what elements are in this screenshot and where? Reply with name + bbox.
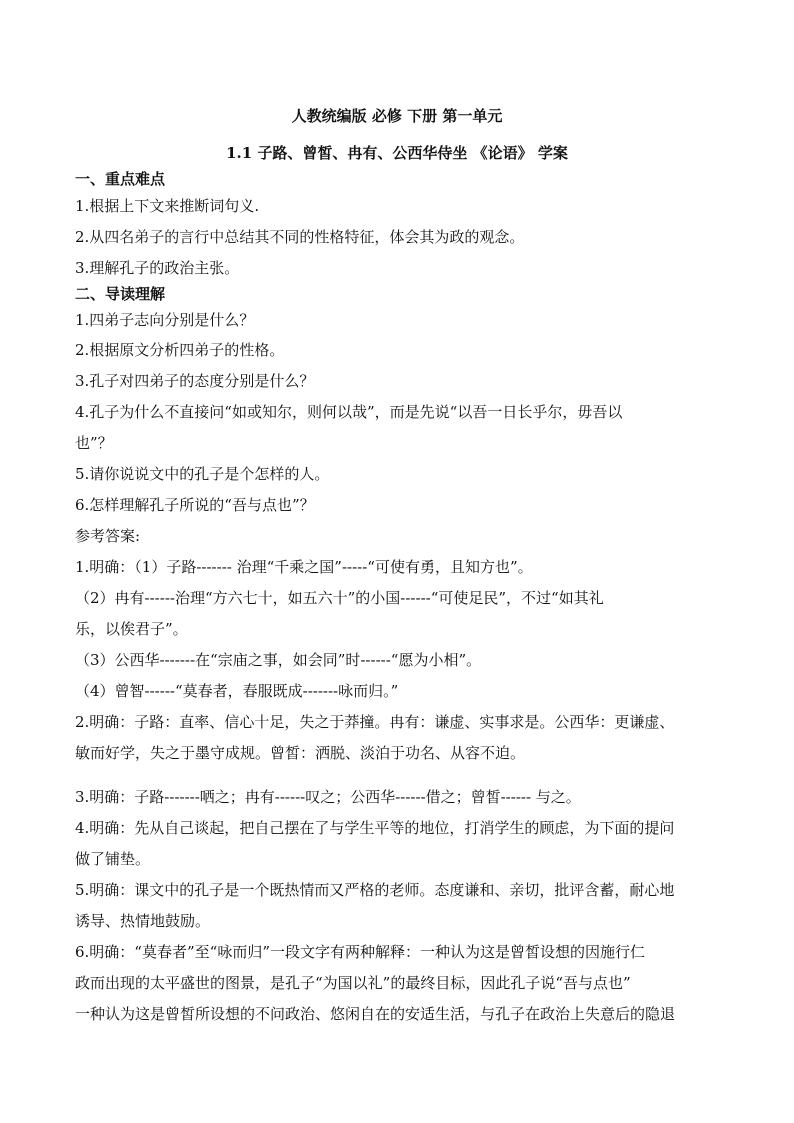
key-point-item: 1.根据上下文来推断词句义. — [75, 197, 260, 215]
answer-line: 1.明确：（1）子路------- 治理“千乘之国”-----“可使有勇，且知方也”。 — [75, 558, 533, 576]
answer-line: （4）曾智------“莫春者，春服既成-------咏而归。” — [75, 682, 399, 700]
document-title: 人教统编版 必修 下册 第一单元 — [291, 107, 503, 125]
question-item: 2.根据原文分析四弟子的性格。 — [75, 341, 285, 359]
key-point-item: 2.从四名弟子的言行中总结其不同的性格特征，体会其为政的观念。 — [75, 228, 525, 246]
answer-line: 3.明确：子路-------哂之；冉有------叹之；公西华------借之；曾皙------ 与之。 — [75, 788, 581, 806]
section-heading-reading-guide: 二、导读理解 — [75, 285, 166, 303]
answer-line: （2）冉有------治理“方六七十，如五六十”的小国------“可使足民”，不过“如其礼 — [75, 589, 604, 607]
document-subtitle: 1.1 子路、曾皙、冉有、公西华侍坐 《论语》 学案 — [226, 144, 568, 162]
answer-line: 诱导、热情地鼓励。 — [75, 912, 211, 930]
answer-line: 乐，以俟君子”。 — [75, 620, 188, 638]
section-heading-key-points: 一、重点难点 — [75, 170, 166, 188]
answer-line: 政而出现的太平盛世的图景，是孔子“为国以礼”的最终目标，因此孔子说“吾与点也” — [75, 974, 631, 992]
answers-heading: 参考答案: — [75, 527, 141, 545]
question-item: 6.怎样理解孔子所说的“吾与点也”？ — [75, 496, 315, 514]
answer-line: 4.明确：先从自己谈起，把自己摆在了与学生平等的地位，打消学生的顾虑，为下面的提问 — [75, 819, 675, 837]
key-point-item: 3.理解孔子的政治主张。 — [75, 259, 240, 277]
answer-line: （3）公西华-------在“宗庙之事，如会同”时------“愿为小相”。 — [75, 651, 482, 669]
answer-line: 一种认为这是曾皙所设想的不问政治、悠闲自在的安适生活，与孔子在政治上失意后的隐退 — [75, 1005, 676, 1023]
question-item: 1.四弟子志向分别是什么？ — [75, 311, 255, 329]
answer-line: 做了铺垫。 — [75, 850, 151, 868]
question-item-continued: 也”？ — [75, 434, 113, 452]
answer-line: 敏而好学，失之于墨守成规。曾皙：洒脱、淡泊于功名、从容不迫。 — [75, 744, 526, 762]
answer-line: 2.明确：子路：直率、信心十足，失之于莽撞。冉有：谦虚、实事求是。公西华：更谦虚、 — [75, 713, 675, 731]
answer-line: 5.明确：课文中的孔子是一个既热情而又严格的老师。态度谦和、亲切，批评含蓄，耐心地 — [75, 881, 675, 899]
question-item: 5.请你说说文中的孔子是个怎样的人。 — [75, 465, 330, 483]
question-item: 4.孔子为什么不直接问“如或知尔，则何以哉”，而是先说“以吾一日长乎尔，毋吾以 — [75, 403, 623, 421]
answer-line: 6.明确：“莫春者”至“咏而归”一段文字有两种解释：一种认为这是曾皙设想的因施行仁 — [75, 943, 645, 961]
question-item: 3.孔子对四弟子的态度分别是什么？ — [75, 372, 315, 390]
